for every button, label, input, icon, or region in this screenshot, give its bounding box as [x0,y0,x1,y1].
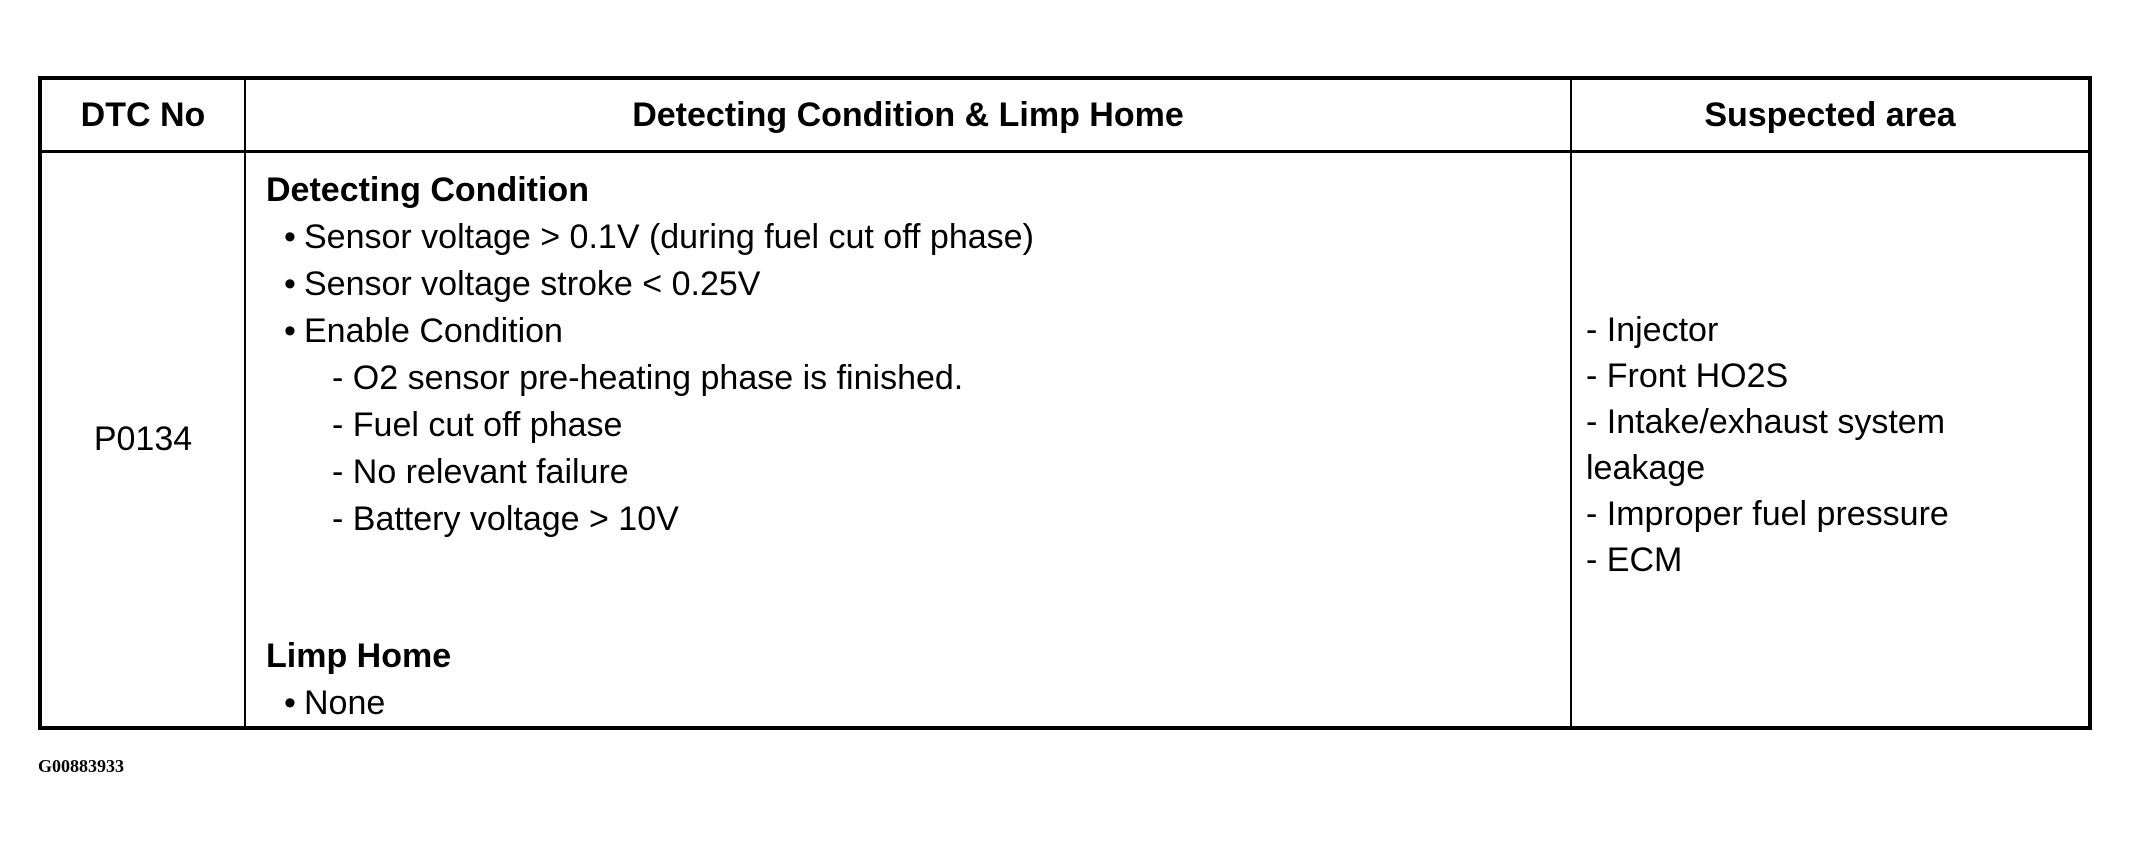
detecting-condition-title: Detecting Condition [266,171,589,209]
condition-text: Sensor voltage stroke < 0.25V [304,265,761,303]
bullet-icon: • [284,312,296,350]
suspected-area-cell [1571,152,2090,729]
suspected-area-item: - Intake/exhaust system [1586,403,1946,441]
header-suspected-area: Suspected area [1571,78,2090,152]
condition-bullet [266,308,1570,355]
limp-home-block [266,633,451,727]
limp-home-title: Limp Home [266,637,452,675]
header-dtc-no: DTC No [40,78,245,152]
suspected-area-item: - Injector [1586,311,1719,349]
bullet-icon: • [284,265,296,303]
enable-condition-item: - Fuel cut off phase [332,406,623,444]
limp-home-bullet [266,680,451,727]
enable-condition-item: - No relevant failure [332,453,629,491]
dtc-table [38,76,2092,730]
table-header-row [40,78,2090,152]
condition-text: Enable Condition [304,312,563,350]
condition-bullet [266,214,1570,261]
bullet-icon: • [284,218,296,256]
condition-text: Sensor voltage > 0.1V (during fuel cut off phase) [304,218,1034,256]
suspected-area-item: - ECM [1586,541,1683,579]
detecting-condition-cell [245,152,1571,729]
enable-condition-item: - O2 sensor pre-heating phase is finished. [332,359,964,397]
suspected-area-item: - Improper fuel pressure [1586,495,1949,533]
suspected-area-item: - Front HO2S [1586,357,1789,395]
condition-bullet [266,261,1570,308]
dtc-code: P0134 [40,152,245,729]
enable-condition-item: - Battery voltage > 10V [332,500,679,538]
figure-code: G00883933 [38,756,125,776]
bullet-icon: • [284,684,296,722]
suspected-area-list [1586,307,2088,583]
table-row [40,152,2090,729]
limp-home-text: None [304,684,386,722]
header-detecting-condition: Detecting Condition & Limp Home [245,78,1571,152]
suspected-area-item: leakage [1586,449,1706,487]
